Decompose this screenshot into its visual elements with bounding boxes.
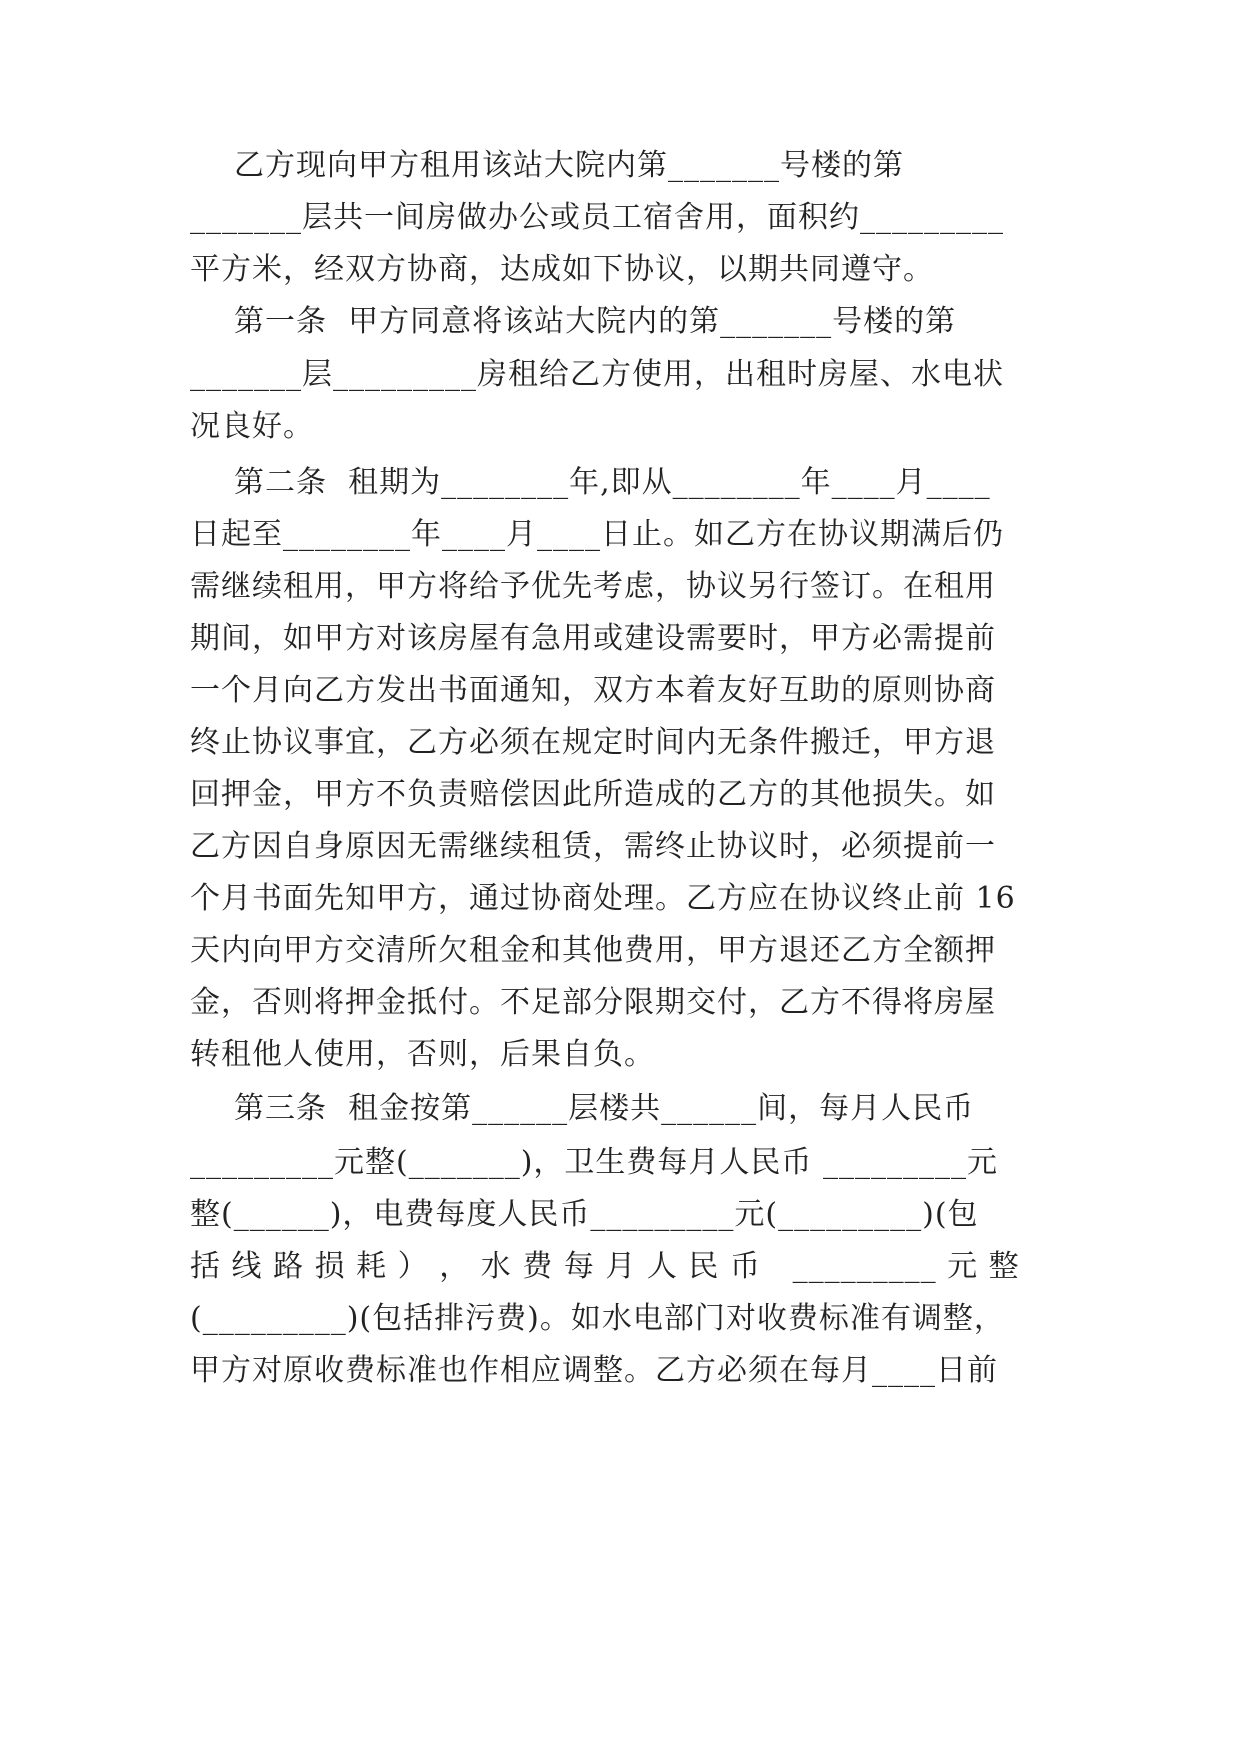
paragraph-line: 转租他人使用，否则，后果自负。 <box>190 1037 655 1072</box>
paragraph-line: _________元整(_______)，卫生费每月人民币 _________元 <box>190 1145 998 1180</box>
paragraph-line: 日起至________年____月____日止。如乙方在协议期满后仍 <box>190 517 1004 552</box>
article-1-heading-line: 第一条 甲方同意将该站大院内的第_______号楼的第 <box>234 304 957 339</box>
paragraph-line: (_________)(包括排污费)。如水电部门对收费标准有调整， <box>190 1301 1005 1336</box>
paragraph-line: 个月书面先知甲方，通过协商处理。乙方应在协议终止前 16 <box>190 881 1016 916</box>
paragraph-line: _______层共一间房做办公或员工宿舍用，面积约_________ <box>190 200 1004 235</box>
paragraph-line: 乙方现向甲方租用该站大院内第_______号楼的第 <box>234 148 904 183</box>
article-3-heading-line: 第三条 租金按第______层楼共______间，每月人民币 <box>234 1091 975 1126</box>
paragraph-line: _______层_________房租给乙方使用，出租时房屋、水电状 <box>190 357 1004 392</box>
paragraph-line: 终止协议事宜，乙方必须在规定时间内无条件搬迁，甲方退 <box>190 725 996 760</box>
paragraph-line: 平方米，经双方协商，达成如下协议，以期共同遵守。 <box>190 252 934 287</box>
paragraph-line: 回押金，甲方不负责赔偿因此所造成的乙方的其他损失。如 <box>190 777 996 812</box>
paragraph-line: 金，否则将押金抵付。不足部分限期交付，乙方不得将房屋 <box>190 985 996 1020</box>
paragraph-line: 整(______)，电费每度人民币_________元(_________)(包 <box>190 1197 979 1232</box>
paragraph-line: 乙方因自身原因无需继续租赁，需终止协议时，必须提前一 <box>190 829 996 864</box>
paragraph-line: 期间，如甲方对该房屋有急用或建设需要时，甲方必需提前 <box>190 621 996 656</box>
paragraph-line: 括 线 路 损 耗 ） ， 水 费 每 月 人 民 币 _________ 元 整 <box>190 1249 1020 1284</box>
paragraph-line: 一个月向乙方发出书面通知，双方本着友好互助的原则协商 <box>190 673 996 708</box>
paragraph-line: 甲方对原收费标准也作相应调整。乙方必须在每月____日前 <box>190 1353 998 1388</box>
paragraph-line: 况良好。 <box>190 409 314 444</box>
paragraph-line: 天内向甲方交清所欠租金和其他费用，甲方退还乙方全额押 <box>190 933 996 968</box>
article-2-heading-line: 第二条 租期为________年,即从________年____月____ <box>234 465 991 500</box>
paragraph-line: 需继续租用，甲方将给予优先考虑，协议另行签订。在租用 <box>190 569 996 604</box>
